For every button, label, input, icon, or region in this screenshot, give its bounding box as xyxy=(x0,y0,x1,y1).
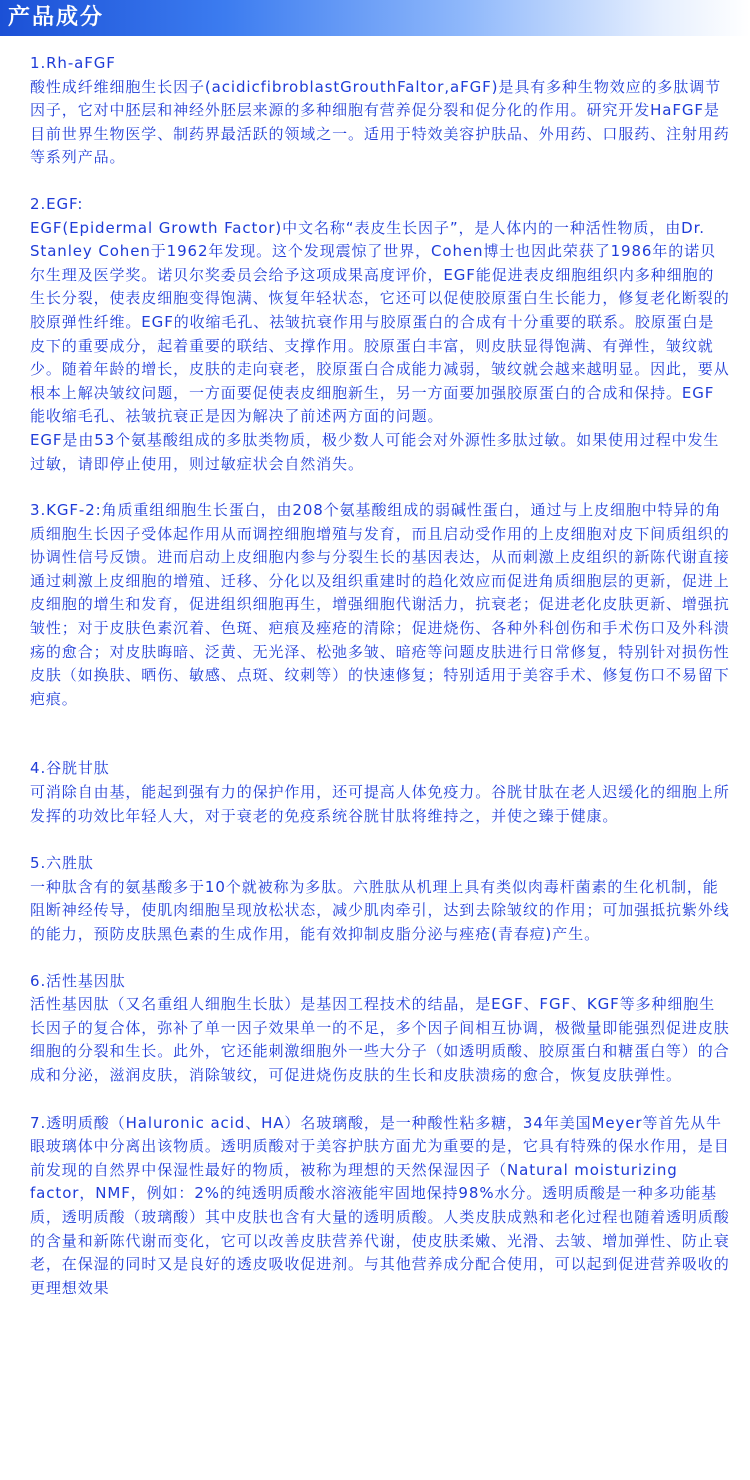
section-hyaluronic-acid xyxy=(30,1112,730,1301)
section-paragraph: 可消除自由基，能起到强有力的保护作用，还可提高人体免疫力。谷胱甘肽在老人迟缓化的细胞上所发挥的功效比年轻人大，对于衰老的免疫系统谷胱甘肽将维持之，并使之臻于健康。 xyxy=(30,783,730,825)
section-heading: 5.六胜肽 xyxy=(30,854,94,873)
section-heading: 6.活性基因肽 xyxy=(30,971,126,990)
section-glutathione xyxy=(30,757,730,828)
section-rh-afgf xyxy=(30,52,730,170)
section-heading: 1.Rh-aFGF xyxy=(30,54,116,72)
content-area xyxy=(30,52,730,1300)
section-active-gene-peptide xyxy=(30,970,730,1088)
section-hexapeptide xyxy=(30,852,730,946)
section-paragraph: 一种肽含有的氨基酸多于10个就被称为多肽。六胜肽从机理上具有类似肉毒杆菌素的生化机制，能阻断神经传导，使肌肉细胞呈现放松状态，减少肌肉牵引，达到去除皱纹的作用；可加强抵抗紫外线的能力，预防皮肤黑色素的生成作用，能有效抑制皮脂分泌与痤疮(青春痘)产生。 xyxy=(30,877,730,943)
section-paragraph: 活性基因肽（又名重组人细胞生长肽）是基因工程技术的结晶，是EGF、FGF、KGF等多种细胞生长因子的复合体，弥补了单一因子效果单一的不足，多个因子间相互协调，极微量即能强烈促进皮肤细胞的分裂和生长。此外，它还能刺激细胞外一些大分子（如透明质酸、胶原蛋白和糖蛋白等）的合成和分泌，滋润皮肤，消除皱纹，可促进烧伤皮肤的生长和皮肤溃疡的愈合，恢复皮肤弹性。 xyxy=(30,995,730,1084)
section-paragraph: 7.透明质酸（Haluronic acid、HA）名玻璃酸，是一种酸性粘多糖，34年美国Meyer等首先从牛眼玻璃体中分离出该物质。透明质酸对于美容护肤方面尤为重要的是，它具有特殊的保水作用，是目前发现的自然界中保湿性最好的物质，被称为理想的天然保湿因子（Natural moisturizing factor，NMF，例如：2%的纯透明质酸水溶液能牢固地保持98%水分。透明质酸是一种多功能基质，透明质酸（玻璃酸）其中皮肤也含有大量的透明质酸。人类皮肤成熟和老化过程也随着透明质酸的含量和新陈代谢而变化，它可以改善皮肤营养代谢，使皮肤柔嫩、光滑、去皱、增加弹性、防止衰老，在保湿的同时又是良好的透皮吸收促进剂。与其他营养成分配合使用，可以起到促进营养吸收的更理想效果 xyxy=(30,1113,730,1297)
section-kgf-2 xyxy=(30,499,730,711)
page-title: 产品成分 xyxy=(8,5,105,30)
section-heading: 2.EGF: xyxy=(30,194,84,213)
section-paragraph: 3.KGF-2:角质重组细胞生长蛋白，由208个氨基酸组成的弱碱性蛋白，通过与上皮细胞中特异的角质细胞生长因子受体起作用从而调控细胞增殖与发育，而且启动受作用的上皮细胞对皮下间质组织的协调性信号反馈。进而启动上皮细胞内参与分裂生长的基因表达，从而刺激上皮组织的新陈代谢直接通过刺激上皮细胞的增殖、迁移、分化以及组织重建时的趋化效应而促进角质细胞层的更新，促进上皮细胞的增生和发育，促进组织细胞再生，增强细胞代谢活力，抗衰老；促进老化皮肤更新、增强抗皱性；对于皮肤色素沉着、色斑、疤痕及痤疮的清除；促进烧伤、各种外科创伤和手术伤口及外科溃疡的愈合；对皮肤晦暗、泛黄、无光泽、松弛多皱、暗疮等问题皮肤进行日常修复，特别针对损伤性皮肤（如换肤、晒伤、敏感、点斑、纹刺等）的快速修复；特别适用于美容手术、修复伤口不易留下疤痕。 xyxy=(30,501,730,708)
section-egf xyxy=(30,193,730,476)
section-paragraph: EGF是由53个氨基酸组成的多肽类物质，极少数人可能会对外源性多肽过敏。如果使用过程中发生过敏，请即停止使用，则过敏症状会自然消失。 xyxy=(30,430,720,473)
section-paragraph: EGF(Epidermal Growth Factor)中文名称“表皮生长因子”，是人体内的一种活性物质，由Dr. Stanley Cohen于1962年发现。这个发现震惊了世界，Cohen博士也因此荣获了1986年的诺贝尔生理及医学奖。诺贝尔奖委员会给予这项成果高度评价，EGF能促进表皮细胞组织内多种细胞的生长分裂，使表皮细胞变得饱满、恢复年轻状态，它还可以促使胶原蛋白生长能力，修复老化断裂的胶原弹性纤维。EGF的收缩毛孔、祛皱抗衰作用与胶原蛋白的合成有十分重要的联系。胶原蛋白是皮下的重要成分，起着重要的联结、支撑作用。胶原蛋白丰富，则皮肤显得饱满、有弹性，皱纹就少。随着年龄的增长，皮肤的走向衰老，胶原蛋白合成能力减弱，皱纹就会越来越明显。因此，要从根本上解决皱纹问题，一方面要促使表皮细胞新生，另一方面要加强胶原蛋白的合成和保持。EGF能收缩毛孔、祛皱抗衰正是因为解决了前述两方面的问题。 xyxy=(30,218,730,426)
header-bar xyxy=(0,0,750,36)
section-paragraph: 酸性成纤维细胞生长因子(acidicfibroblastGrouthFaltor,aFGF)是具有多种生物效应的多肽调节因子，它对中胚层和神经外胚层来源的多种细胞有营养促分裂和促分化的作用。研究开发HaFGF是目前世界生物医学、制药界最活跃的领域之一。适用于特效美容护肤品、外用药、口服药、注射用药等系列产品。 xyxy=(30,77,730,167)
section-heading: 4.谷胱甘肽 xyxy=(30,759,110,778)
